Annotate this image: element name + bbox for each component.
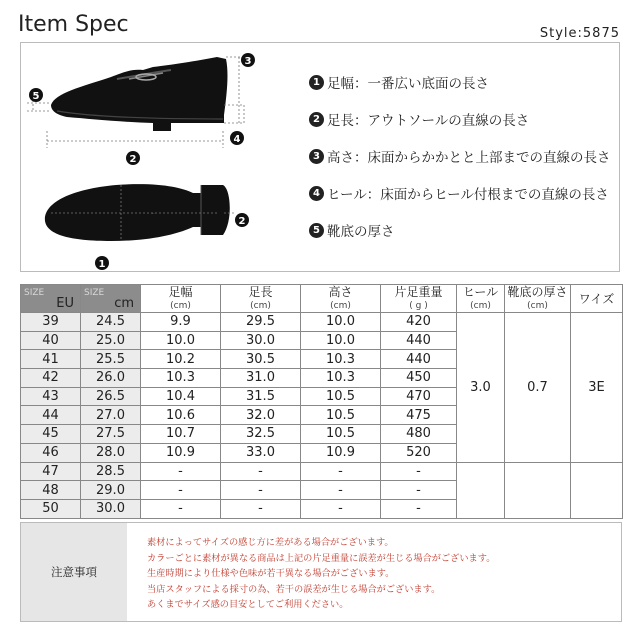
shoe-side-view: [51, 57, 227, 131]
table-cell: 520: [381, 443, 457, 462]
legend-text: ヒール：床面からヒール付根までの直線の長さ: [327, 187, 609, 203]
table-cell: 27.0: [81, 406, 141, 425]
table-cell: 10.0: [301, 313, 381, 332]
table-cell: -: [301, 462, 381, 481]
table-cell: 46: [21, 443, 81, 462]
legend-number-4: 4: [309, 186, 324, 201]
header-size-cm: SIZE cm: [81, 285, 141, 313]
table-cell: 10.5: [301, 425, 381, 444]
table-cell: 440: [381, 350, 457, 369]
table-cell: 25.0: [81, 331, 141, 350]
legend-item: [309, 110, 611, 128]
notes-panel: [20, 522, 622, 622]
notes-label: 注意事項: [21, 523, 127, 621]
table-cell: 30.5: [221, 350, 301, 369]
table-cell: 26.0: [81, 369, 141, 388]
table-cell: 32.0: [221, 406, 301, 425]
table-cell: 10.7: [141, 425, 221, 444]
table-cell: 40: [21, 331, 81, 350]
table-cell: -: [221, 462, 301, 481]
table-cell: -: [381, 481, 457, 500]
table-cell: 31.5: [221, 387, 301, 406]
svg-text:2: 2: [129, 154, 137, 165]
size-spec-table: [20, 284, 623, 519]
empty-cell: [505, 462, 571, 518]
legend-item: [309, 147, 611, 165]
merged-heel-cell: 3.0: [457, 313, 505, 463]
table-cell: 420: [381, 313, 457, 332]
diagram-panel: [20, 42, 620, 272]
table-cell: 10.3: [301, 350, 381, 369]
notes-body: [127, 523, 495, 621]
table-cell: 39: [21, 313, 81, 332]
legend-number-5: 5: [309, 223, 324, 238]
table-cell: 30.0: [221, 331, 301, 350]
table-cell: 440: [381, 331, 457, 350]
table-cell: 32.5: [221, 425, 301, 444]
svg-text:ー: ー: [151, 211, 155, 216]
svg-text:2: 2: [238, 216, 246, 227]
note-line: あくまでサイズ感の目安としてご利用ください。: [147, 599, 349, 611]
svg-text:4: 4: [233, 134, 241, 145]
note-line: 素材によってサイズの感じ方に差がある場合がございます。: [147, 537, 394, 548]
marker-2-top: [126, 151, 140, 165]
legend-number-1: 1: [309, 75, 324, 90]
table-cell: 10.4: [141, 387, 221, 406]
table-cell: 10.3: [141, 369, 221, 388]
legend-text: 足幅：一番広い底面の長さ: [327, 76, 489, 92]
table-cell: 30.0: [81, 499, 141, 518]
table-cell: 33.0: [221, 443, 301, 462]
header-foot-length: 足長 (cm): [221, 285, 301, 313]
style-code: Style:5875: [539, 26, 620, 41]
table-cell: 10.9: [301, 443, 381, 462]
table-row: [21, 313, 623, 332]
table-cell: 10.9: [141, 443, 221, 462]
header-foot-width: 足幅 (cm): [141, 285, 221, 313]
empty-cell: [571, 462, 623, 518]
table-cell: -: [221, 499, 301, 518]
merged-width-cell: 3E: [571, 313, 623, 463]
page-title: Item Spec: [18, 12, 129, 37]
svg-text:3: 3: [244, 56, 252, 67]
table-cell: 24.5: [81, 313, 141, 332]
table-row: [21, 462, 623, 481]
table-cell: -: [381, 499, 457, 518]
note-line: カラーごとに素材が異なる商品は上記の片足重量に誤差が生じる場合がございます。: [147, 552, 496, 564]
legend-text: 足長：アウトソールの直線の長さ: [327, 113, 530, 129]
table-cell: 48: [21, 481, 81, 500]
table-cell: 41: [21, 350, 81, 369]
table-cell: 31.0: [221, 369, 301, 388]
legend-number-2: 2: [309, 112, 324, 127]
table-cell: -: [141, 462, 221, 481]
note-line: 当店スタッフによる採寸の為、若干の誤差が生じる場合がございます。: [147, 583, 441, 595]
marker-2-bottom: [235, 213, 249, 227]
merged-sole-cell: 0.7: [505, 313, 571, 463]
svg-text:5: 5: [32, 91, 40, 102]
table-cell: 25.5: [81, 350, 141, 369]
table-cell: 480: [381, 425, 457, 444]
table-cell: 450: [381, 369, 457, 388]
table-cell: 29.5: [221, 313, 301, 332]
table-cell: 29.0: [81, 481, 141, 500]
table-cell: 28.0: [81, 443, 141, 462]
table-cell: 44: [21, 406, 81, 425]
table-cell: 47: [21, 462, 81, 481]
header-sole-thickness: 靴底の厚さ (cm): [505, 285, 571, 313]
table-cell: 10.2: [141, 350, 221, 369]
table-cell: 50: [21, 499, 81, 518]
marker-5: [29, 88, 43, 102]
legend-number-3: 3: [309, 149, 324, 164]
table-cell: -: [141, 499, 221, 518]
shoe-sole-view: [45, 184, 230, 241]
table-cell: 9.9: [141, 313, 221, 332]
header-heel: ヒール (cm): [457, 285, 505, 313]
table-cell: 10.5: [301, 387, 381, 406]
table-cell: -: [301, 481, 381, 500]
header-wise: ワイズ: [571, 285, 623, 313]
measurement-legend: [309, 73, 611, 258]
shoe-illustration: [21, 43, 301, 273]
empty-cell: [457, 462, 505, 518]
header-size-eu: SIZE EU: [21, 285, 81, 313]
table-cell: 28.5: [81, 462, 141, 481]
note-line: 生産時期により仕様や色味が若干異なる場合がございます。: [147, 568, 395, 580]
legend-text: 高さ：床面からかかとと上部までの直線の長さ: [327, 150, 611, 166]
marker-3: [241, 53, 255, 67]
table-cell: 42: [21, 369, 81, 388]
table-cell: -: [221, 481, 301, 500]
table-cell: -: [141, 481, 221, 500]
legend-item: [309, 221, 611, 239]
marker-1: [95, 256, 109, 270]
table-cell: 27.5: [81, 425, 141, 444]
table-cell: 475: [381, 406, 457, 425]
table-cell: 10.0: [141, 331, 221, 350]
table-cell: 26.5: [81, 387, 141, 406]
table-cell: 470: [381, 387, 457, 406]
legend-item: [309, 184, 611, 202]
marker-4: [230, 131, 244, 145]
table-cell: -: [301, 499, 381, 518]
table-cell: 43: [21, 387, 81, 406]
header-height: 高さ (cm): [301, 285, 381, 313]
header-weight: 片足重量 ( g ): [381, 285, 457, 313]
table-cell: 10.6: [141, 406, 221, 425]
table-cell: 45: [21, 425, 81, 444]
table-cell: 10.3: [301, 369, 381, 388]
table-cell: -: [381, 462, 457, 481]
legend-text: 靴底の厚さ: [327, 224, 395, 240]
table-cell: 10.0: [301, 331, 381, 350]
legend-item: [309, 73, 611, 91]
svg-text:1: 1: [98, 259, 106, 270]
table-cell: 10.5: [301, 406, 381, 425]
